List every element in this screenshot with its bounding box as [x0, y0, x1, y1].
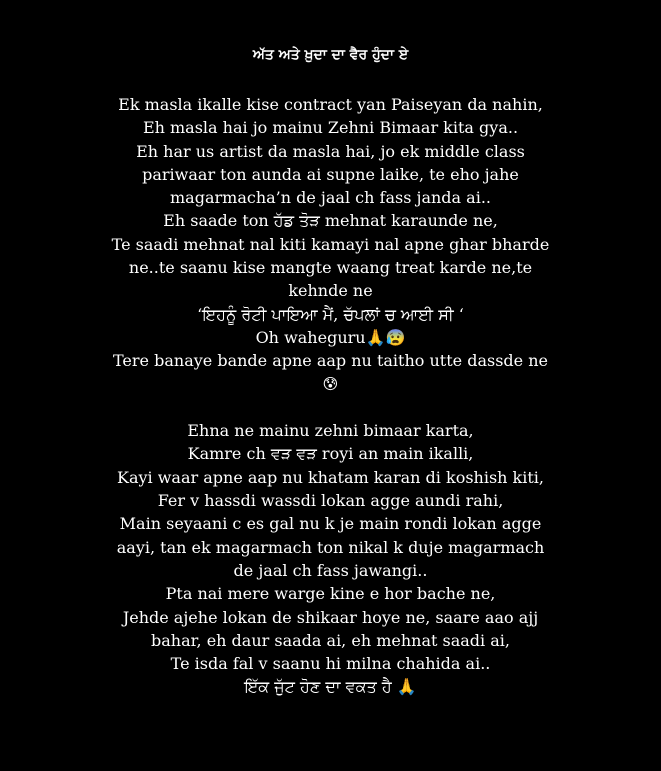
story-line: Te saadi mehnat nal kiti kamayi nal apne ghar bharde: [111, 234, 550, 254]
story-line: magarmacha’n de jaal ch fass janda ai..: [170, 188, 491, 208]
story-body: [0, 93, 661, 699]
story-line: Te isda fal v saanu hi milna chahida ai..: [170, 654, 491, 674]
story-line: Oh waheguru🙏😰: [255, 327, 406, 347]
story-line: Ek masla ikalle kise contract yan Paiseyan da nahin,: [118, 95, 543, 114]
story-line: Eh masla hai jo mainu Zehni Bimaar kita gya..: [142, 118, 519, 138]
story-line: Tere banaye bande apne aap nu taitho utte dassde ne: [113, 351, 548, 371]
story-line: kehnde ne: [288, 281, 373, 301]
anxious-face-icon: 😰: [322, 374, 339, 393]
story-line: Main seyaani c es gal nu k je main rondi lokan agge: [119, 514, 542, 534]
story-line: aayi, tan ek magarmach ton nikal k duje magarmach: [116, 537, 545, 557]
story-line: Pta nai mere warge kine e hor bache ne,: [165, 584, 496, 604]
story-line: Jehde ajehe lokan de shikaar hoye ne, saare aao ajj: [122, 607, 539, 627]
story-line: ne..te saanu kise mangte waang treat karde ne,te: [128, 258, 533, 278]
story-line: de jaal ch fass jawangi..: [233, 560, 428, 580]
story-line: Eh saade ton ਹੱਡ ਤੋੜ mehnat karaunde ne,: [163, 211, 498, 231]
story-title: ਅੱਤ ਅਤੇ ਖ਼ੁਦਾ ਦਾ ਵੈਰ ਹੁੰਦਾ ਏ: [252, 47, 409, 63]
story-line: Fer v hassdi wassdi lokan agge aundi rahi,: [157, 491, 504, 511]
story-line: Kayi waar apne aap nu khatam karan di koshish kiti,: [116, 467, 544, 487]
story-line: Ehna ne mainu zehni bimaar karta,: [187, 421, 474, 441]
story-line: Kamre ch ਵੜ ਵੜ royi an main ikalli,: [187, 444, 474, 464]
story-line: ਇੱਕ ਜੁੱਟ ਹੋਣ ਦਾ ਵਕਤ ਹੈ 🙏: [244, 677, 417, 697]
story-line: ‘ਇਹਨੂੰ ਰੋਟੀ ਪਾਇਆ ਮੈਂ, ਚੱਪਲਾਂ ਚ ਆਈ ਸੀ ‘: [197, 304, 464, 324]
story-line: bahar, eh daur saada ai, eh mehnat saadi ai,: [151, 630, 510, 650]
story-line: pariwaar ton aunda ai supne laike, te eho jahe: [142, 164, 519, 184]
story-line: Eh har us artist da masla hai, jo ek middle class: [136, 141, 525, 161]
blank-line: [0, 396, 661, 419]
